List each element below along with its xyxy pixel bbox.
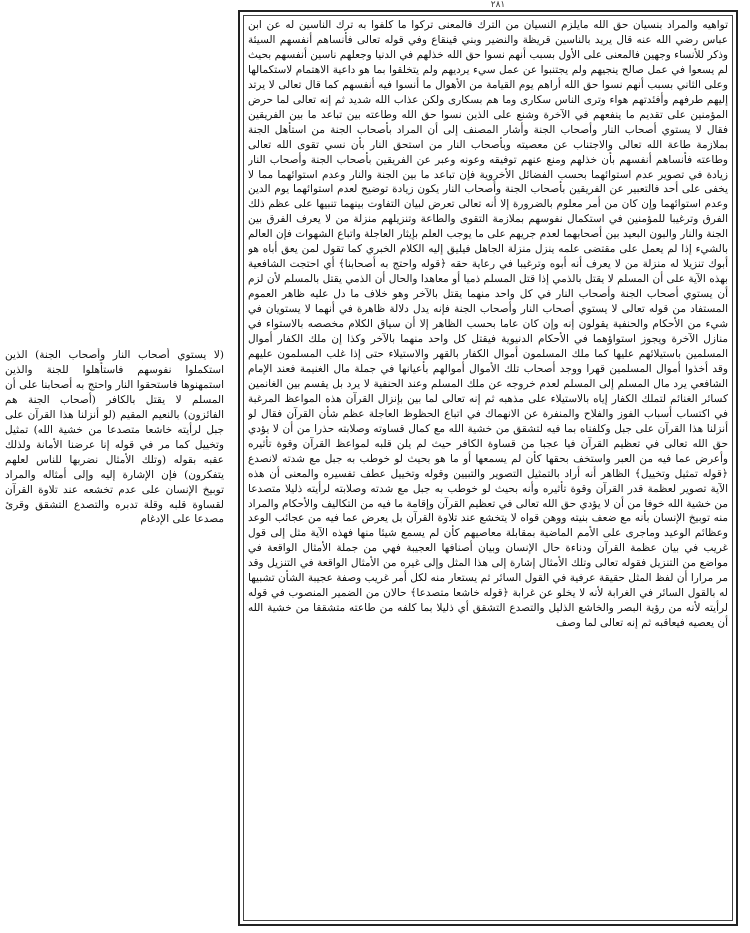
commentary-frame: [238, 10, 738, 926]
page-number: ٢٨١: [490, 0, 506, 10]
margin-note-text: (لا يستوي أصحاب النار وأصحاب الجنة) الذين استكملوا نفوسهم فاستأهلوا للجنة والذين استمهنوها فاستحقوا النار واحتج به أصحابنا على أن المسلم لا يقتل بالكافر (أصحاب الجنة هم الفائزون) بالنعيم المقيم (لو أنزلنا هذا القرآن على جبل لرأيته خاشعا متصدعا من خشية الله) تمثيل وتخييل كما مر في قوله إنا عرضنا الأمانة ولذلك عقبه بقوله (وتلك الأمثال نضربها للناس لعلهم يتفكرون) فإن الإشارة إليه وإلى أمثاله والمراد توبيخ الإنسان على عدم تخشعه عند تلاوة القرآن لقساوة قلبه وقلة تدبره والتصدع التشقق وقرئ مصدعا على الإدغام: [5, 349, 224, 526]
margin-note: [5, 348, 224, 688]
main-commentary-text: تواهيه والمراد بنسيان حق الله مايلزم النسيان من الترك فالمعنى تركوا ما كلفوا به ترك الناسين له عن ابن عباس رضي الله عنه قال يريد بالناسين قريظة والنضير وبني قينقاع وفي قوله تعالى فأنساهم أنفسهم السيئة وذكر للأنساء وجهين فالمعنى على الأول بسبب أنهم نسوا حق الله خذلهم في الدنيا وجعلهم ناسين أنفسهم بحيث لم يسعوا في عمل صالح ينجيهم ولم يجتنبوا عن عمل سيء يرديهم ولم يتخلقوا بما هو داعية الاهتمام لاستكمالها وعلى الثاني بسبب أنهم نسوا حق الله أراهم يوم القيامة من الأهوال ما أنسوا فيه أنفسهم كما قال تعالى لا يرتد إليهم طرفهم وأفئدتهم هواء وترى الناس سكارى وما هم بسكارى ولكن عذاب الله شديد ثم إنه تعالى لما حرض المؤمنين على تقديم ما ينفعهم في الآخرة وشنع على الذين نسوا حق الله وطاعته بين تباعد ما بين الفريقين فقال لا يستوي أصحاب النار وأصحاب الجنة وأشار المصنف إلى أن المراد بأصحاب الجنة من استأهل الجنة بملازمة طاعة الله تعالى والاجتناب عن معصيته وبأصحاب النار من استحق النار بأن نسي تقوى الله تعالى وطاعته فأنساهم أنفسهم بأن خذلهم ومنع عنهم توفيقه وعونه وعبر عن الفريقين بأصحاب الجنة وأصحاب النار زيادة في تصوير عدم استوائهما بحسب الفضائل الأخروية فإن تباعد ما بين الجنة والنار وعدم استوائهما مما لا يخفى على أحد فالتعبير عن الفريقين بأصحاب الجنة وأصحاب النار يكون زيادة توضيح لعدم استوائهما يوم الدين وعدم استوائهما وإن كان من أمر معلوم بالضرورة إلا أنه تعالى تعرض لبيان التفاوت بينهما تنبيها على عظم ذلك الفرق وترغيبا للمؤمنين في استكمال نفوسهم بملازمة التقوى والطاعة وتنزيلهم منزلة من لا يعرف الفرق بين الجنة والنار والبون البعيد بين أصحابهما لعدم جريهم على ما يوجب العلم بإيثار العاجلة واتباع الشهوات فإن العالم بالشيء إذا لم يعمل على مقتضى علمه ينزل منزلة الجاهل فيليق إليه الكلام الخبري كما تقول لمن يعق أباه هو أبوك تنزيلا له منزلة من لا يعرف أنه أبوه وترغيبا في رعاية حقه ﴿قوله واحتج به أصحابنا﴾ أي احتجت الشافعية بهذه الآية على أن المسلم لا يقتل بالذمي إذا قتل المسلم ذميا أو معاهدا والحال أن الذمي يقتل بالمسلم لأن لزم أن يستوي أصحاب الجنة وأصحاب النار في كل واحد منهما يقتل بالآخر وهو خلاف ما دل عليه ظاهر العموم المستفاد من قوله تعالى لا يستوي أصحاب النار وأصحاب الجنة فإنه يدل دلالة ظاهرة في أنهما لا يستويان في شيء من الأحكام والحنفية يقولون إنه وإن كان عاما بحسب الظاهر إلا أن سياق الكلام مخصصه بالاستواء في منازل الآخرة ويجوز استواؤهما في الأحكام الدنيوية فيقتل كل واحد منهما بالآخر وكذا إن ملك الكفار أموال المسلمين باستيلائهم عليها كما ملك المسلمون أموال الكفار بالقهر والاستيلاء حتى إذا غلب المسلمون عليهم وقد أخذوا أموال المسلمين قهرا ووجد أصحاب تلك الأموال أموالهم بأعيانها في جملة مال الغنيمة فعند الإمام الشافعي يرد مال المسلم إلى المسلم لعدم خروجه عن ملك المسلم وعند الحنفية لا يرد بل يقسم بين الغانمين كسائر الغنائم لتملك الكفار إياه بالاستيلاء على مذهبه ثم إنه تعالى لما بين بإنزال القرآن هذه المواعظ المرغبة في اكتساب أسباب الفوز والفلاح والمنفرة عن الانهماك في اتباع الحظوظ العاجلة عظم شأن القرآن فقال لو أنزلنا هذا القرآن على جبل وكلفناه بما فيه لتشقق من خشية الله مع كمال قساوته وصلابته حذرا من أن لا يؤدي حق الله تعالى في تعظيم القرآن فيا عجبا من قساوة الكافر حيث لم يلن قلبه لمواعظ القرآن وقوة تأثيره وأعرض عما فيه من العبر واستخف بحقها كأن لم يسمعها أو ما هو بحيث لو خوطب به جبل مع شدته لانصدع ﴿قوله تمثيل وتخييل﴾ الظاهر أنه أراد بالتمثيل التصوير والتبيين وقوله وتخييل عطف تفسيره والمعنى أن هذه الآية تصوير لعظمة قدر القرآن وقوة تأثيره وأنه بحيث لو خوطب به جبل مع شدته وصلابته لرأيته ذليلا متصدعا من خشية الله خوفا من أن لا يؤدي حق الله تعالى في تعظيم القرآن وإقامة ما فيه من التكاليف والأحكام والمراد منه توبيخ الإنسان بأنه مع ضعف بنيته ووهن قواه لا يتخشع عند تلاوة القرآن بل يعرض عما فيه من عجائب الوعد وعظائم الوعيد وماجرى على الأمم الماضية بمقابلة معاصيهم كأن لم يسمع شيئا منها فهذه الآية مثل إلى قول غريب في بيان عظمة القرآن ودناءة حال الإنسان وبيان أصنافها العجيبة فهي من جملة الأمثال الواقعة في مواضع من التنزيل فقوله تعالى وتلك الأمثال إشارة إلى هذا المثل وإلى غيره من الأمثال الواقعة في التنزيل وقد مر مرارا أن لفظ المثل حقيقة عرفية في القول السائر ثم يستعار منه لكل أمر غريب وصفة عجيبة الشأن تشبيها له بالقول السائر في الغرابة لأنه لا يخلو عن غرابة ﴿قوله خاشعا متصدعا﴾ حالان من الضمير المنصوب في قوله لرأيته لأنه من رؤية البصر والخاشع الذليل والتصدع التشقق أي ذليلا بما كلفه من طاعته متشققا من خشية الله أن يعصيه فيعاقبه ثم إنه تعالى لما وصف: [248, 19, 728, 630]
main-commentary: [248, 18, 728, 918]
